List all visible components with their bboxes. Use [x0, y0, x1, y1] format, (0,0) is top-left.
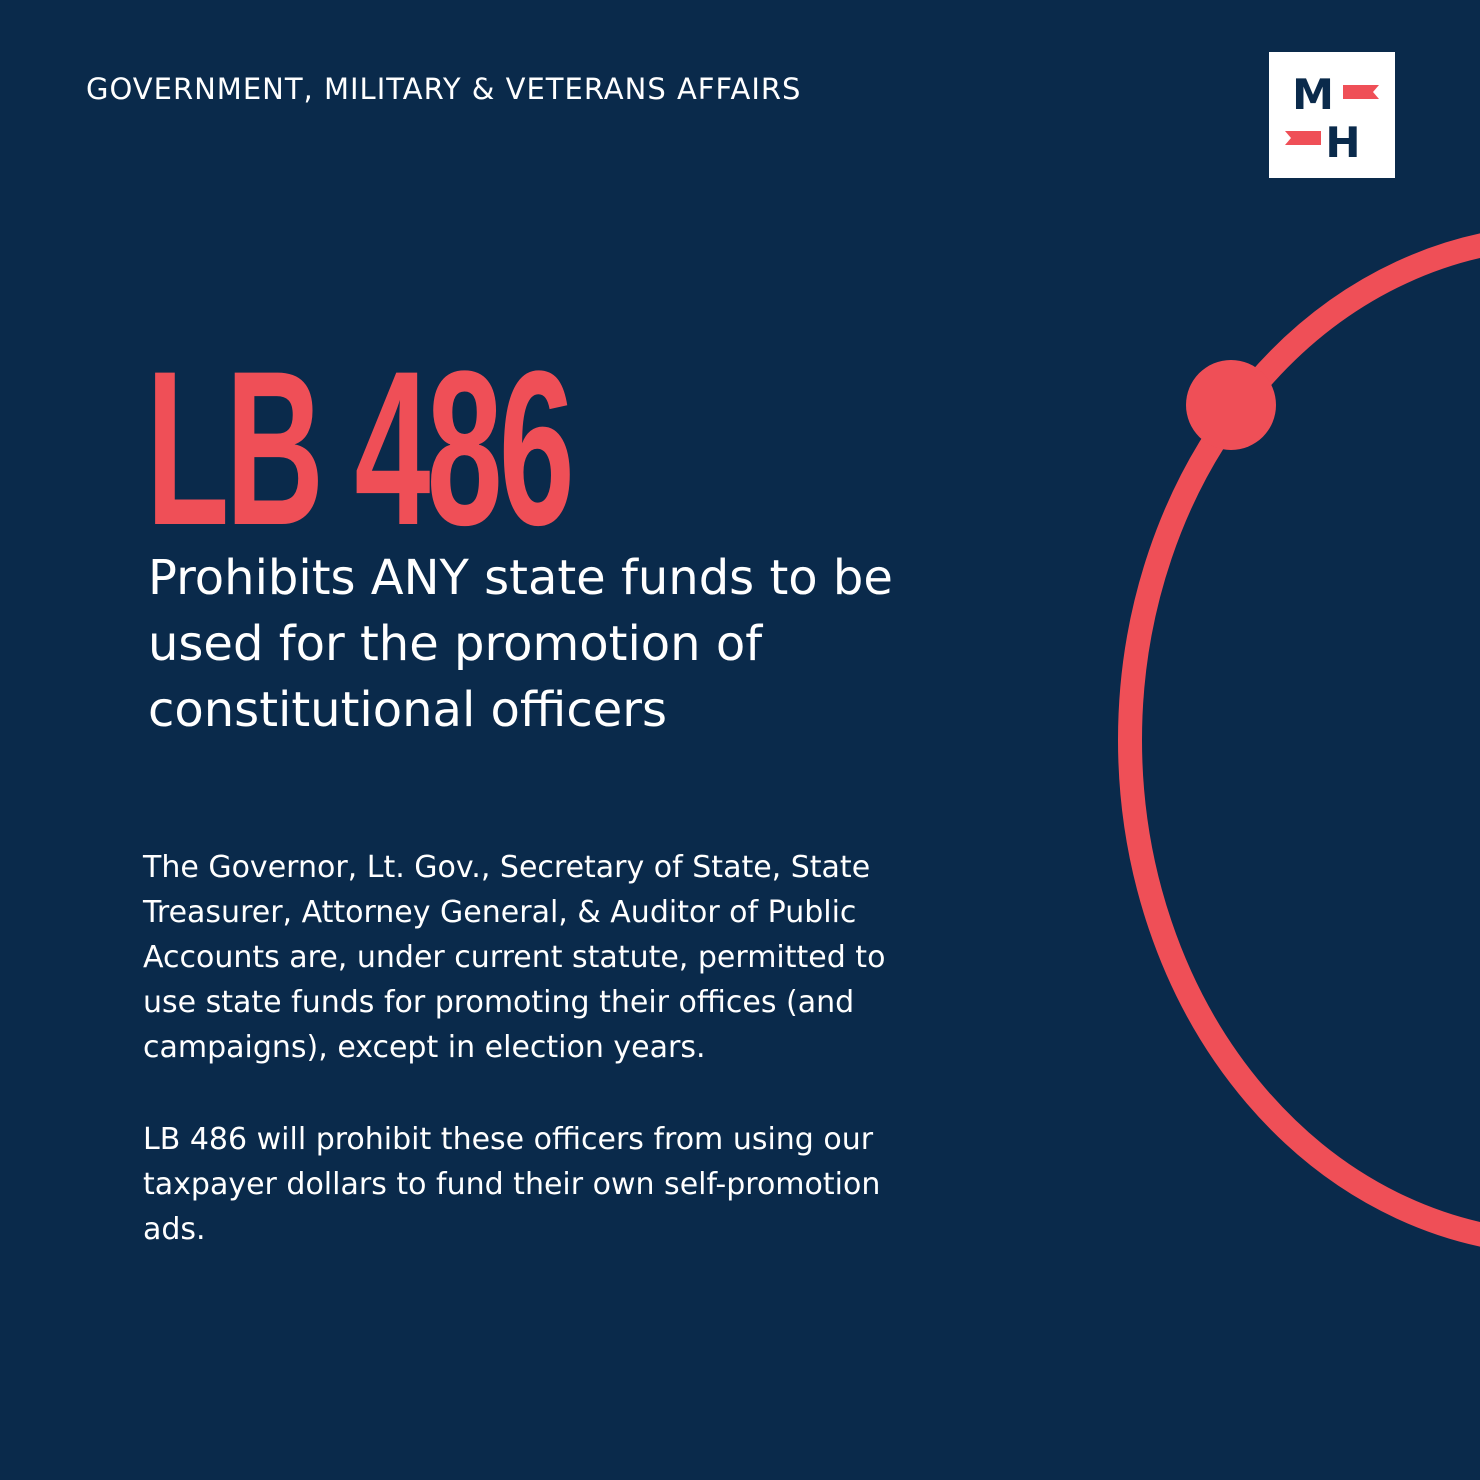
bill-effect-paragraph: LB 486 will prohibit these officers from using our taxpayer dollars to fund their own self-promotion ads. — [143, 1122, 881, 1247]
bill-summary-heading: Prohibits ANY state funds to be used for the promotion of constitutional officers — [148, 550, 893, 738]
logo-letter-h: H — [1325, 118, 1361, 167]
logo-flag-top-icon — [1343, 85, 1379, 99]
logo — [1269, 52, 1395, 178]
orbit-ring — [1130, 237, 1480, 1243]
current-statute-paragraph: The Governor, Lt. Gov., Secretary of State, State Treasurer, Attorney General, & Auditor of Public Accounts are, under current statute, permitted to use state funds for promoting their offices (and campaigns), except in election years. — [143, 850, 886, 1065]
logo-flag-bottom-icon — [1285, 131, 1321, 145]
bill-number: LB 486 — [146, 325, 571, 571]
logo-letter-m: M — [1292, 70, 1334, 119]
category-label: GOVERNMENT, MILITARY & VETERANS AFFAIRS — [86, 72, 802, 106]
logo-mark-icon — [1269, 52, 1395, 178]
orbit-dot — [1186, 360, 1276, 450]
